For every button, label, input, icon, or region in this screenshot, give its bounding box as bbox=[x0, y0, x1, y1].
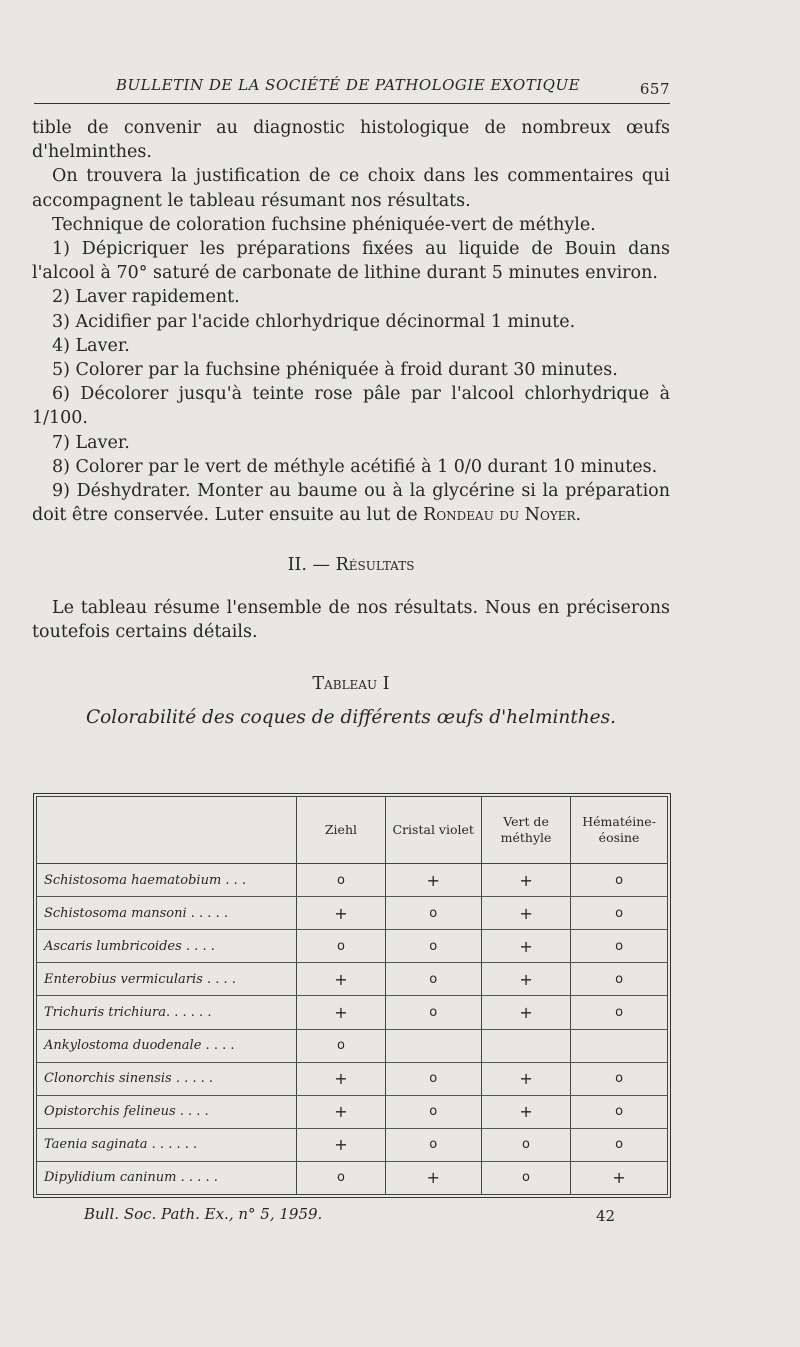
section-title: Résultats bbox=[335, 555, 415, 576]
table-header-row bbox=[37, 797, 667, 864]
species-name bbox=[37, 864, 297, 897]
species-name bbox=[37, 1095, 297, 1128]
result-symbol: + bbox=[519, 936, 533, 956]
result-symbol: + bbox=[426, 1168, 440, 1188]
result-cell bbox=[571, 963, 667, 996]
table-caption: Colorabilité des coques de différents œufs d'helminthes. bbox=[85, 707, 616, 729]
paragraph: Technique de coloration fuchsine phéniquée-vert de méthyle. bbox=[52, 214, 596, 235]
result-cell bbox=[571, 1029, 667, 1062]
species-label: Opistorchis felineus bbox=[44, 1104, 176, 1120]
result-cell bbox=[571, 864, 667, 897]
result-symbol: o bbox=[429, 905, 438, 921]
result-cell bbox=[571, 897, 667, 930]
leader-dots: . . . . . bbox=[176, 1170, 218, 1186]
species-label: Taenia saginata bbox=[44, 1137, 148, 1153]
section-number: II. — bbox=[287, 555, 336, 576]
result-cell bbox=[481, 1128, 570, 1161]
table-row bbox=[37, 864, 667, 897]
step-item: 3) Acidifier par l'acide chlorhydrique décinormal 1 minute. bbox=[52, 311, 576, 332]
column-header: Cristal violet bbox=[385, 797, 481, 864]
species-label: Trichuris trichiura bbox=[44, 1005, 166, 1021]
result-symbol: + bbox=[519, 903, 533, 923]
species-name bbox=[37, 1029, 297, 1062]
species-label: Schistosoma mansoni bbox=[44, 905, 187, 921]
result-symbol: + bbox=[334, 969, 348, 989]
result-cell bbox=[297, 897, 385, 930]
species-name bbox=[37, 897, 297, 930]
result-cell bbox=[297, 1095, 385, 1128]
body-text bbox=[32, 116, 670, 730]
table-row bbox=[37, 1029, 667, 1062]
result-cell bbox=[571, 1095, 667, 1128]
leader-dots: . . . . bbox=[201, 1038, 235, 1054]
leader-dots: . . . . . bbox=[186, 905, 228, 921]
result-symbol: o bbox=[615, 1104, 624, 1120]
result-cell bbox=[481, 1095, 570, 1128]
result-cell bbox=[385, 996, 481, 1029]
result-symbol: o bbox=[429, 1005, 438, 1021]
result-cell bbox=[571, 996, 667, 1029]
result-cell bbox=[385, 1095, 481, 1128]
footer-citation: Bull. Soc. Path. Ex., n° 5, 1959. bbox=[84, 1205, 323, 1223]
result-cell bbox=[297, 1062, 385, 1095]
result-cell bbox=[385, 1029, 481, 1062]
species-name bbox=[37, 1128, 297, 1161]
result-symbol: + bbox=[519, 1102, 533, 1122]
result-symbol: o bbox=[429, 1071, 438, 1087]
result-cell bbox=[481, 897, 570, 930]
table-row bbox=[37, 1128, 667, 1161]
result-symbol: + bbox=[334, 903, 348, 923]
column-header: Ziehl bbox=[297, 797, 385, 864]
result-symbol: o bbox=[429, 971, 438, 987]
result-cell bbox=[481, 996, 570, 1029]
paragraph: On trouvera la justification de ce choix dans les commentaires qui accompagnent le tableau résumant nos résultats. bbox=[32, 166, 670, 211]
result-symbol: o bbox=[615, 905, 624, 921]
leader-dots: . . . . . . bbox=[166, 1005, 212, 1021]
result-cell bbox=[297, 1029, 385, 1062]
species-name bbox=[37, 963, 297, 996]
result-cell bbox=[481, 1161, 570, 1194]
page-number: 657 bbox=[639, 80, 670, 98]
signature-mark: 42 bbox=[596, 1207, 616, 1225]
leader-dots: . . . . bbox=[202, 971, 236, 987]
paragraph: Le tableau résume l'ensemble de nos résultats. Nous en préciserons toutefois certains détails. bbox=[32, 597, 670, 642]
leader-dots: . . . . bbox=[181, 938, 215, 954]
step-item: 4) Laver. bbox=[52, 335, 130, 356]
step-end: . bbox=[575, 505, 582, 526]
author-name: Rondeau du Noyer bbox=[423, 505, 576, 526]
step-item: 2) Laver rapidement. bbox=[52, 287, 240, 308]
result-symbol: o bbox=[615, 938, 624, 954]
step-item: 8) Colorer par le vert de méthyle acétifié à 1 0/0 durant 10 minutes. bbox=[52, 456, 658, 477]
result-symbol: + bbox=[334, 1102, 348, 1122]
result-symbol: o bbox=[615, 1071, 624, 1087]
result-symbol: + bbox=[519, 969, 533, 989]
result-cell bbox=[571, 1128, 667, 1161]
leader-dots: . . . bbox=[221, 872, 247, 888]
species-label: Schistosoma haematobium bbox=[44, 872, 222, 888]
result-cell bbox=[297, 1128, 385, 1161]
result-symbol: o bbox=[429, 1137, 438, 1153]
table-row bbox=[37, 897, 667, 930]
table-row bbox=[37, 963, 667, 996]
table-label: Tableau I bbox=[312, 674, 390, 695]
species-label: Enterobius vermicularis bbox=[44, 971, 203, 987]
result-cell bbox=[385, 930, 481, 963]
result-cell bbox=[385, 963, 481, 996]
paragraph: tible de convenir au diagnostic histologique de nombreux œufs d'helminthes. bbox=[32, 118, 670, 163]
column-header: Hématéine-éosine bbox=[571, 797, 667, 864]
result-symbol: o bbox=[336, 938, 345, 954]
species-label: Ascaris lumbricoides bbox=[44, 938, 182, 954]
species-label: Ankylostoma duodenale bbox=[44, 1038, 202, 1054]
result-symbol: + bbox=[334, 1003, 348, 1023]
species-name bbox=[37, 996, 297, 1029]
section-heading bbox=[32, 553, 670, 577]
result-symbol: o bbox=[429, 938, 438, 954]
result-symbol: + bbox=[612, 1168, 626, 1188]
result-symbol: + bbox=[519, 1069, 533, 1089]
table-row bbox=[37, 1062, 667, 1095]
result-cell bbox=[297, 930, 385, 963]
result-symbol: + bbox=[334, 1069, 348, 1089]
result-cell bbox=[297, 864, 385, 897]
leader-dots: . . . . . bbox=[171, 1071, 214, 1087]
species-label: Dipylidium caninum bbox=[44, 1170, 177, 1186]
step-item: 1) Dépicriquer les préparations fixées au liquide de Bouin dans l'alcool à 70° saturé de carbonate de lithine durant 5 minutes environ. bbox=[32, 239, 670, 284]
page-footer bbox=[84, 1205, 624, 1223]
result-symbol: + bbox=[519, 870, 533, 890]
table-row bbox=[37, 1095, 667, 1128]
species-name bbox=[37, 1062, 297, 1095]
running-header bbox=[34, 76, 670, 98]
result-cell bbox=[571, 1161, 667, 1194]
result-cell bbox=[481, 864, 570, 897]
result-cell bbox=[385, 1128, 481, 1161]
result-symbol: o bbox=[336, 1170, 345, 1186]
species-name bbox=[37, 930, 297, 963]
header-rule bbox=[34, 103, 670, 104]
result-cell bbox=[385, 897, 481, 930]
table-body bbox=[37, 864, 667, 1194]
result-cell bbox=[481, 930, 570, 963]
result-symbol: o bbox=[522, 1170, 530, 1186]
step-item bbox=[32, 479, 670, 527]
result-cell bbox=[385, 1062, 481, 1095]
result-cell bbox=[385, 864, 481, 897]
result-symbol: o bbox=[522, 1137, 530, 1153]
result-symbol: + bbox=[334, 1135, 348, 1155]
result-cell bbox=[571, 930, 667, 963]
step-item: 6) Décolorer jusqu'à teinte rose pâle par l'alcool chlorhydrique à 1/100. bbox=[32, 384, 670, 429]
table-row bbox=[37, 1161, 667, 1194]
step-item: 5) Colorer par la fuchsine phéniquée à froid durant 30 minutes. bbox=[52, 360, 618, 381]
result-cell bbox=[297, 996, 385, 1029]
running-title: BULLETIN DE LA SOCIÉTÉ DE PATHOLOGIE EXOTIQUE bbox=[116, 76, 581, 94]
result-symbol: + bbox=[519, 1003, 533, 1023]
result-cell bbox=[481, 1029, 570, 1062]
result-cell bbox=[385, 1161, 481, 1194]
result-symbol: o bbox=[429, 1104, 438, 1120]
result-symbol: o bbox=[615, 1137, 624, 1153]
leader-dots: . . . . bbox=[175, 1104, 209, 1120]
step-item: 7) Laver. bbox=[52, 432, 130, 453]
table-row bbox=[37, 996, 667, 1029]
result-cell bbox=[297, 963, 385, 996]
result-symbol: o bbox=[336, 1038, 345, 1054]
species-label: Clonorchis sinensis bbox=[44, 1071, 172, 1087]
step-text: 9) Déshydrater. Monter au baume ou à la glycérine si la préparation doit être conservée. Luter ensuite au lut de bbox=[32, 481, 670, 526]
result-cell bbox=[297, 1161, 385, 1194]
result-cell bbox=[481, 963, 570, 996]
result-symbol: o bbox=[336, 872, 345, 888]
result-symbol: o bbox=[615, 971, 624, 987]
header-blank bbox=[37, 797, 297, 864]
result-cell bbox=[571, 1062, 667, 1095]
table-row bbox=[37, 930, 667, 963]
leader-dots: . . . . . . bbox=[147, 1137, 198, 1153]
results-table-inner bbox=[36, 796, 668, 1195]
result-cell bbox=[481, 1062, 570, 1095]
results-table-frame bbox=[33, 793, 671, 1198]
result-symbol: + bbox=[426, 870, 440, 890]
column-header: Vert de méthyle bbox=[481, 797, 570, 864]
species-name bbox=[37, 1161, 297, 1194]
result-symbol: o bbox=[615, 872, 624, 888]
results-table bbox=[37, 797, 667, 1194]
result-symbol: o bbox=[615, 1005, 624, 1021]
